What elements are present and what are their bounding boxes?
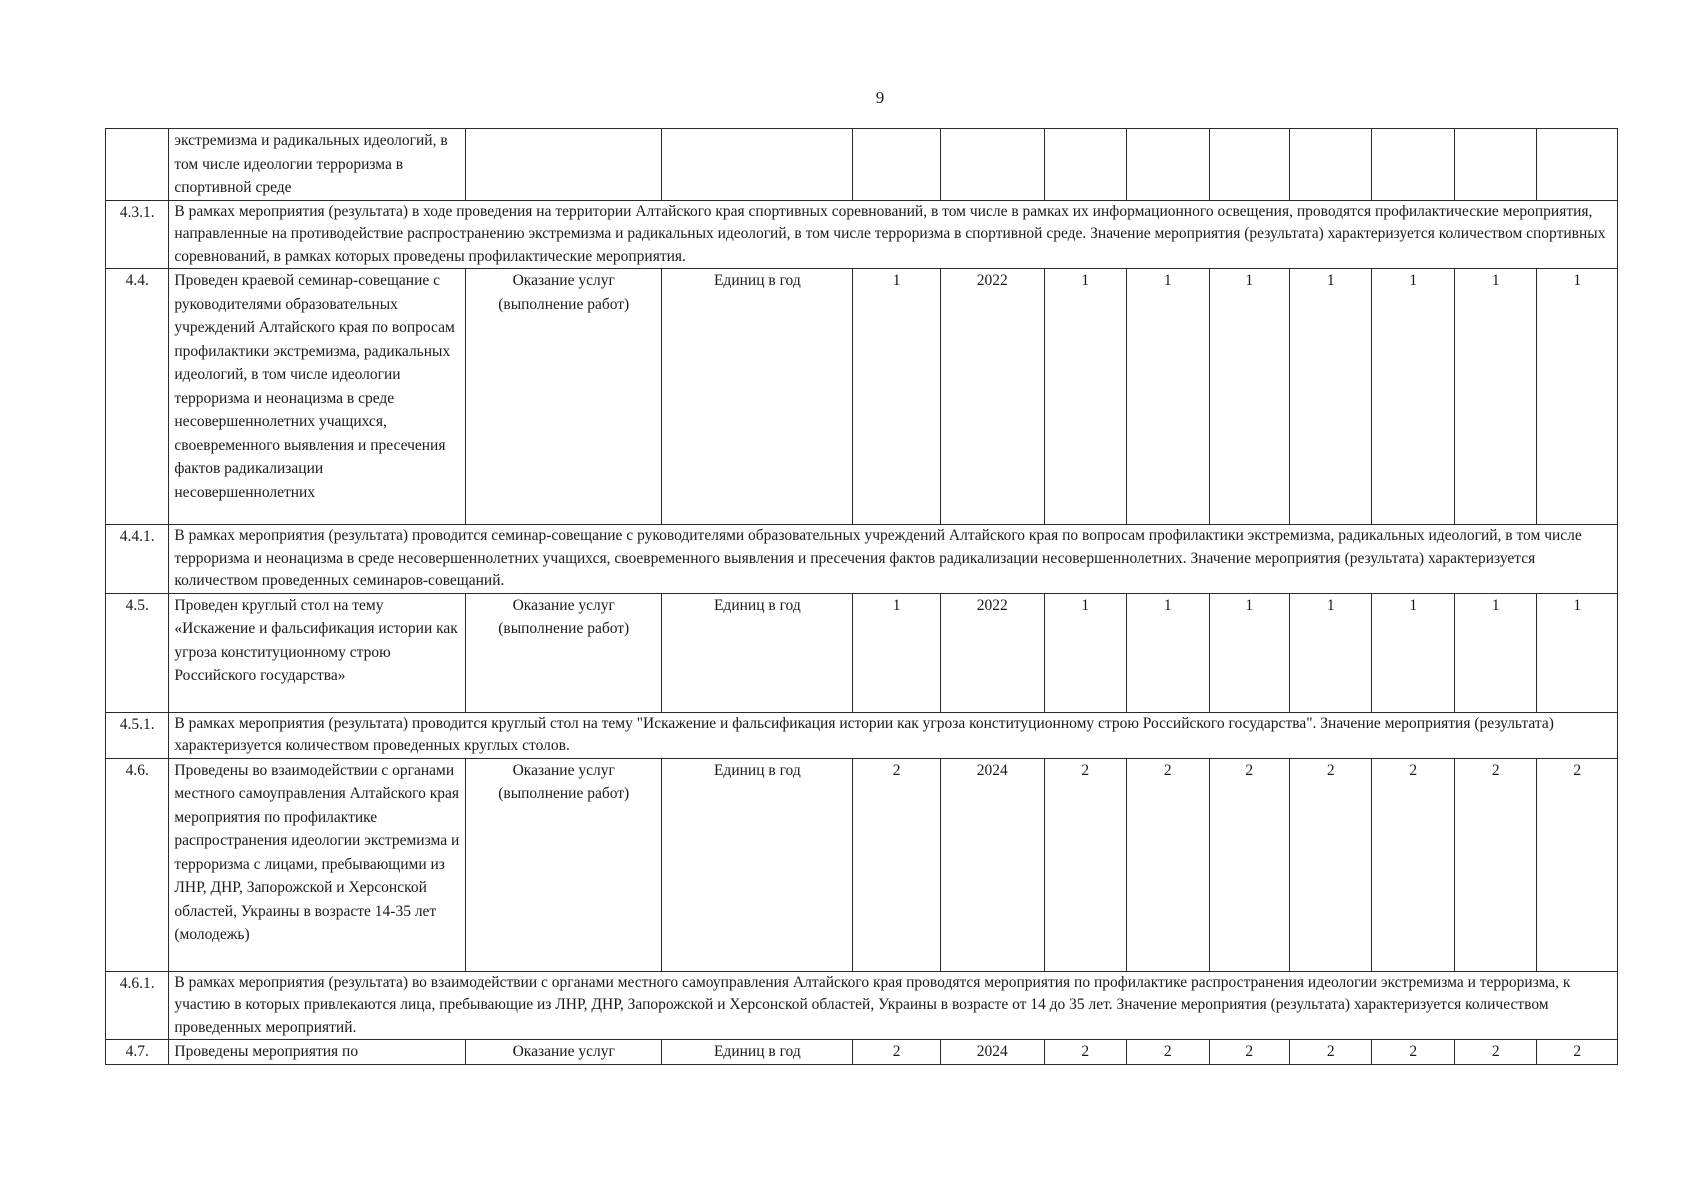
- year-value: 2: [1537, 758, 1618, 971]
- year-value: 2: [1209, 1040, 1289, 1065]
- measure-title: Проведен краевой семинар-совещание с руководителями образовательных учреждений Алтайского края по вопросам профилактики экстремизма, радикальных идеологий, в том числе идеологии терроризма и неонацизма в среде несовершеннолетних учащихся, своевременного выявления и пресечения фактов радикализации несовершеннолетних: [169, 269, 466, 525]
- measure-type: Оказание услуг (выполнение работ): [466, 593, 662, 712]
- row-number: 4.5.1.: [106, 712, 169, 758]
- empty-cell: [853, 129, 941, 201]
- year-value: 2: [1044, 1040, 1126, 1065]
- base-year: 2022: [940, 269, 1044, 525]
- year-value: 1: [1537, 269, 1618, 525]
- empty-cell: [466, 129, 662, 201]
- measure-title: Проведен круглый стол на тему «Искажение и фальсификация истории как угроза конституционному строю Российского государства»: [169, 593, 466, 712]
- year-value: 2: [1454, 1040, 1536, 1065]
- base-year: 2022: [940, 593, 1044, 712]
- measure-unit: Единиц в год: [662, 593, 853, 712]
- table-row: [106, 1040, 1618, 1065]
- row-number: 4.4.1.: [106, 525, 169, 594]
- empty-cell: [940, 129, 1044, 201]
- measure-type: Оказание услуг: [466, 1040, 662, 1065]
- base-value: 1: [853, 269, 941, 525]
- year-value: 1: [1289, 269, 1371, 525]
- year-value: 1: [1289, 593, 1371, 712]
- year-value: 2: [1372, 758, 1454, 971]
- table-row: [106, 269, 1618, 525]
- year-value: 2: [1209, 758, 1289, 971]
- year-value: 2: [1289, 1040, 1371, 1065]
- measure-type: Оказание услуг (выполнение работ): [466, 758, 662, 971]
- year-value: 2: [1372, 1040, 1454, 1065]
- year-value: 1: [1127, 593, 1209, 712]
- measure-unit: Единиц в год: [662, 269, 853, 525]
- measure-title: Проведены мероприятия по: [169, 1040, 466, 1065]
- empty-cell: [1044, 129, 1126, 201]
- page-number: 9: [875, 88, 885, 107]
- base-year: 2024: [940, 758, 1044, 971]
- empty-cell: [1289, 129, 1371, 201]
- measure-description: В рамках мероприятия (результата) проводится семинар-совещание с руководителями образовательных учреждений Алтайского края по вопросам профилактики экстремизма, радикальных идеологий, в том числе терроризма и неонацизма в среде несовершеннолетних учащихся, своевременного выявления и пресечения фактов радикализации несовершеннолетних. Значение мероприятия (результата) характеризуется количеством проведенных семинаров-совещаний.: [169, 525, 1618, 594]
- base-value: 1: [853, 593, 941, 712]
- base-year: 2024: [940, 1040, 1044, 1065]
- measure-unit: Единиц в год: [662, 1040, 853, 1065]
- year-value: 1: [1127, 269, 1209, 525]
- measure-type: Оказание услуг (выполнение работ): [466, 269, 662, 525]
- table-row: [106, 525, 1618, 594]
- year-value: 2: [1454, 758, 1536, 971]
- year-value: 1: [1209, 269, 1289, 525]
- year-value: 1: [1372, 593, 1454, 712]
- measure-title: экстремизма и радикальных идеологий, в том числе идеологии терроризма в спортивной среде: [169, 129, 466, 201]
- year-value: 2: [1537, 1040, 1618, 1065]
- empty-cell: [1209, 129, 1289, 201]
- row-number: 4.6.1.: [106, 971, 169, 1040]
- measure-description: В рамках мероприятия (результата) во взаимодействии с органами местного самоуправления Алтайского края проводятся мероприятия по профилактике распространения идеологии экстремизма и терроризма, к участию в которых привлекаются лица, пребывающие из ЛНР, ДНР, Запорожской и Херсонской областей, Украины в возрасте от 14 до 35 лет. Значение мероприятия (результата) характеризуется количеством проведенных мероприятий.: [169, 971, 1618, 1040]
- row-number: 4.6.: [106, 758, 169, 971]
- year-value: 1: [1454, 593, 1536, 712]
- base-value: 2: [853, 1040, 941, 1065]
- empty-cell: [662, 129, 853, 201]
- table-row: [106, 758, 1618, 971]
- year-value: 1: [1454, 269, 1536, 525]
- row-number: 4.3.1.: [106, 200, 169, 269]
- row-number: 4.7.: [106, 1040, 169, 1065]
- measure-unit: Единиц в год: [662, 758, 853, 971]
- table-row: [106, 593, 1618, 712]
- row-number: 4.5.: [106, 593, 169, 712]
- year-value: 2: [1127, 758, 1209, 971]
- table-row: [106, 200, 1618, 269]
- indicators-table: [105, 128, 1618, 1065]
- row-number: 4.4.: [106, 269, 169, 525]
- empty-cell: [1454, 129, 1536, 201]
- measure-description: В рамках мероприятия (результата) в ходе проведения на территории Алтайского края спортивных соревнований, в том числе в рамках их информационного освещения, проводятся профилактические мероприятия, направленные на противодействие распространению экстремизма и радикальных идеологий, в том числе терроризма в спортивной среде. Значение мероприятия (результата) характеризуется количеством спортивных соревнований, в рамках которых проведены профилактические мероприятия.: [169, 200, 1618, 269]
- year-value: 1: [1044, 593, 1126, 712]
- year-value: 1: [1372, 269, 1454, 525]
- year-value: 1: [1209, 593, 1289, 712]
- table-row: [106, 129, 1618, 201]
- year-value: 1: [1537, 593, 1618, 712]
- empty-cell: [1127, 129, 1209, 201]
- empty-cell: [1537, 129, 1618, 201]
- table-row: [106, 712, 1618, 758]
- year-value: 1: [1044, 269, 1126, 525]
- year-value: 2: [1289, 758, 1371, 971]
- table-row: [106, 971, 1618, 1040]
- base-value: 2: [853, 758, 941, 971]
- year-value: 2: [1127, 1040, 1209, 1065]
- empty-cell: [1372, 129, 1454, 201]
- year-value: 2: [1044, 758, 1126, 971]
- row-number: [106, 129, 169, 201]
- measure-description: В рамках мероприятия (результата) проводится круглый стол на тему "Искажение и фальсификация истории как угроза конституционному строю Российского государства". Значение мероприятия (результата) характеризуется количеством проведенных круглых столов.: [169, 712, 1618, 758]
- measure-title: Проведены во взаимодействии с органами местного самоуправления Алтайского края мероприятия по профилактике распространения идеологии экстремизма и терроризма с лицами, пребывающими из ЛНР, ДНР, Запорожской и Херсонской областей, Украины в возрасте 14-35 лет (молодежь): [169, 758, 466, 971]
